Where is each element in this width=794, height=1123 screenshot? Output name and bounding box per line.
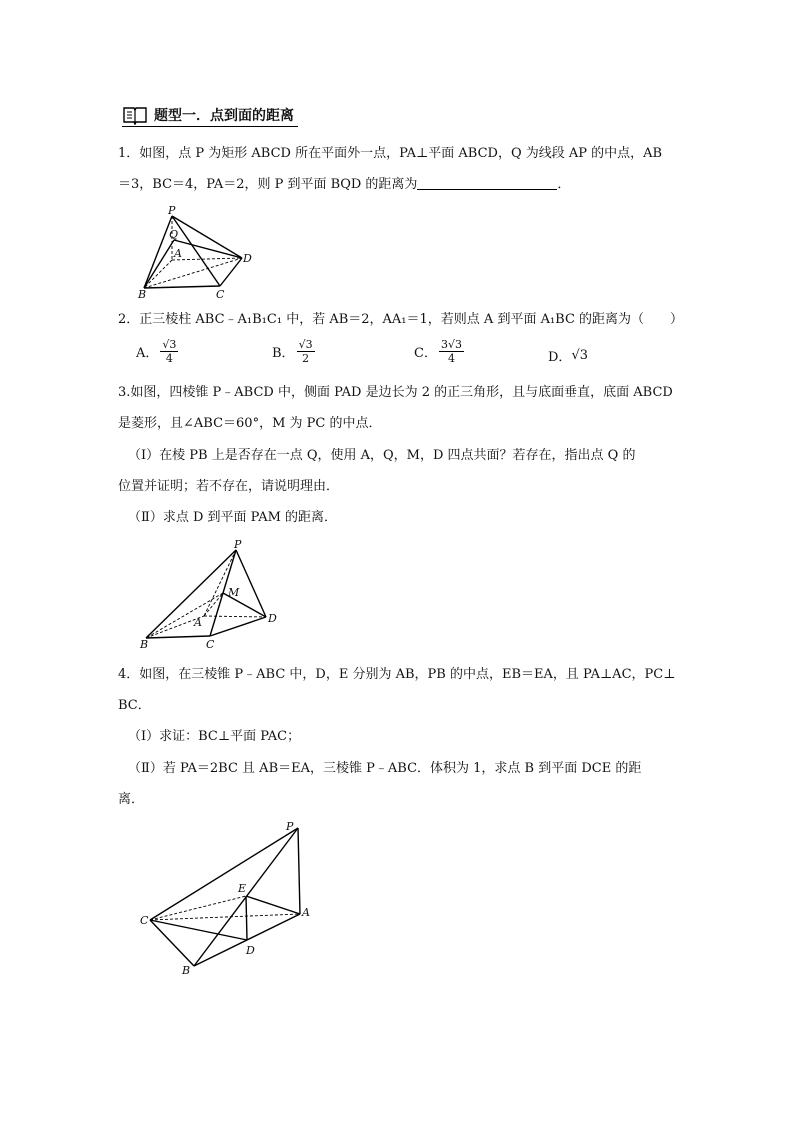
q4-label-c: C bbox=[140, 914, 149, 927]
q3-line2: 是菱形，且∠ABC＝60°，M 为 PC 的中点． bbox=[118, 416, 382, 431]
q4-line3: （Ⅰ）求证：BC⊥平面 PAC； bbox=[128, 729, 301, 744]
section-header bbox=[122, 104, 298, 127]
q2-option-b[interactable] bbox=[272, 338, 315, 365]
q4-line2: BC． bbox=[118, 698, 151, 713]
section-title: 题型一．点到面的距离 bbox=[154, 108, 294, 124]
q3-line5: （Ⅱ）求点 D 到平面 PAM 的距离． bbox=[128, 510, 338, 525]
q1-line2-end: ． bbox=[557, 177, 571, 192]
q2-option-d[interactable] bbox=[548, 346, 588, 365]
q3-label-a: A bbox=[194, 616, 202, 629]
q1-line1: 1．如图，点 P 为矩形 ABCD 所在平面外一点，PA⊥平面 ABCD，Q 为线段 AP 的中点，AB bbox=[118, 146, 663, 161]
q1-line2 bbox=[118, 175, 688, 195]
q4-line5: 离． bbox=[118, 792, 145, 807]
option-c-label: C． bbox=[414, 346, 437, 361]
option-a-label: A． bbox=[136, 346, 159, 361]
q2-option-c[interactable] bbox=[414, 338, 464, 365]
q1-label-p: P bbox=[168, 204, 176, 217]
q3-label-d: D bbox=[268, 612, 277, 625]
q4-label-e: E bbox=[238, 882, 247, 895]
q2-option-a[interactable] bbox=[136, 338, 178, 365]
q4-figure bbox=[136, 816, 326, 978]
q4-label-a: A bbox=[302, 906, 310, 919]
q1-label-a: A bbox=[174, 247, 182, 260]
q4-line1: 4．如图，在三棱锥 P﹣ABC 中，D，E 分别为 AB，PB 的中点，EB＝EA，且 PA⊥AC，PC⊥ bbox=[118, 667, 676, 682]
q3-figure bbox=[138, 540, 288, 652]
option-d-value: √3 bbox=[571, 348, 588, 363]
q3-label-m: M bbox=[228, 586, 240, 599]
q3-label-c: C bbox=[206, 638, 215, 651]
q1-figure bbox=[132, 202, 262, 302]
option-d-label: D． bbox=[548, 350, 572, 365]
option-a-fraction: $\frac{√3}{4}$ bbox=[162, 338, 177, 365]
q1-label-d: D bbox=[243, 252, 252, 265]
q1-label-q: Q bbox=[169, 228, 179, 241]
option-b-label: B． bbox=[272, 346, 295, 361]
q4-line4: （Ⅱ）若 PA＝2BC 且 AB＝EA，三棱锥 P﹣ABC．体积为 1，求点 B 到平面 DCE 的距 bbox=[128, 761, 642, 776]
q3-label-b: B bbox=[140, 638, 149, 651]
q1-label-c: C bbox=[216, 288, 225, 301]
q1-line2-text: ＝3，BC＝4，PA＝2，则 P 到平面 BQD 的距离为 bbox=[118, 177, 418, 192]
answer-blank bbox=[417, 175, 557, 190]
q1-label-b: B bbox=[138, 288, 147, 301]
option-c-fraction: $\frac{3√3}{4}$ bbox=[440, 338, 462, 365]
q3-line1: 3.如图，四棱锥 P﹣ABCD 中，侧面 PAD 是边长为 2 的正三角形，且与底面垂直，底面 ABCD bbox=[118, 385, 673, 400]
q3-line3: （Ⅰ）在棱 PB 上是否存在一点 Q，使用 A，Q，M，D 四点共面？若存在，指出点 Q 的 bbox=[128, 448, 636, 463]
q2-line1: 2．正三棱柱 ABC﹣A₁B₁C₁ 中，若 AB＝2，AA₁＝1，若则点 A 到平面 A₁BC 的距离为（ ） bbox=[118, 312, 684, 327]
q2-options bbox=[118, 338, 678, 372]
q3-label-p: P bbox=[234, 540, 242, 551]
option-b-fraction: $\frac{√3}{2}$ bbox=[298, 338, 313, 365]
q4-label-b: B bbox=[182, 964, 191, 977]
q3-line4: 位置并证明；若不存在，请说明理由． bbox=[118, 479, 340, 494]
q4-label-p: P bbox=[286, 820, 294, 833]
q4-label-d: D bbox=[246, 944, 255, 957]
open-book-icon bbox=[122, 105, 148, 125]
